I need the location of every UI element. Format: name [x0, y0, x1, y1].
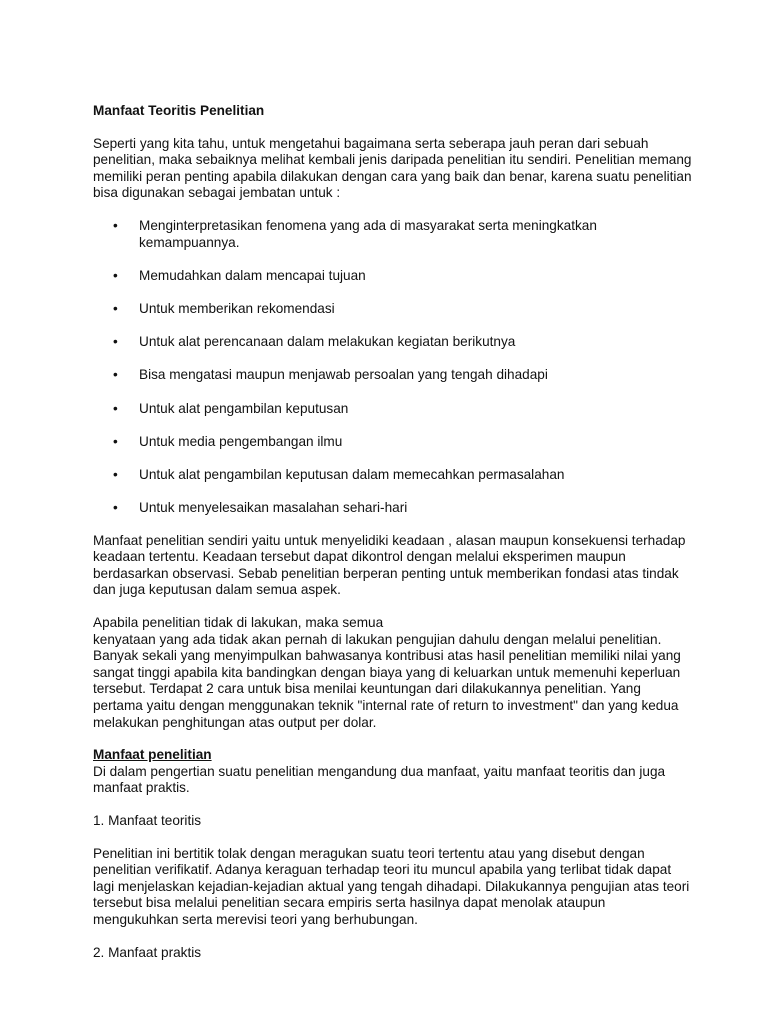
bullet-icon: •: [113, 267, 118, 283]
item-2-title: 2. Manfaat praktis: [93, 944, 202, 960]
list-item: [93, 467, 693, 484]
list-item-text: Untuk alat pengambilan keputusan dalam memecahkan permasalahan: [139, 466, 565, 482]
list-item-text: Untuk alat perencanaan dalam melakukan kegiatan berikutnya: [139, 334, 516, 350]
bullet-icon: •: [113, 433, 118, 449]
list-item-text: Untuk alat pengambilan keputusan: [139, 400, 349, 416]
list-item: [93, 334, 693, 351]
list-item-text: Menginterpretasikan fenomena yang ada di masyarakat serta meningkatkan kemampuannya.: [139, 217, 597, 250]
bullet-icon: •: [113, 367, 118, 383]
benefit-list: [93, 218, 693, 517]
list-item-text: Untuk media pengembangan ilmu: [139, 433, 343, 449]
list-item: [93, 218, 693, 251]
paragraph-apabila: [93, 615, 693, 731]
list-item-text: Bisa mengatasi maupun menjawab persoalan yang tengah dihadapi: [139, 367, 548, 383]
document-title: Manfaat Teoritis Penelitian: [93, 103, 265, 118]
paragraph-apabila-first-line: Apabila penelitian tidak di lakukan, maka semua: [93, 615, 384, 631]
item-1-title: 1. Manfaat teoritis: [93, 812, 202, 828]
list-item: [93, 500, 693, 517]
intro-paragraph: Seperti yang kita tahu, untuk mengetahui bagaimana serta seberapa jauh peran dari sebuah penelitian, maka sebaiknya melihat kembali jenis daripada penelitian itu sendiri. Penelitian memang memiliki peran penting apabila dilakukan dengan cara yang baik dan benar, karena suatu penelitian bisa digunakan sebagai jembatan untuk :: [93, 135, 692, 201]
paragraph-manfaat-penelitian: Manfaat penelitian sendiri yaitu untuk menyelidiki keadaan , alasan maupun konsekuensi terhadap keadaan tertentu. Keadaan tersebut dapat dikontrol dengan melalui eksperimen maupun berdasarkan observasi. Sebab penelitian berperan penting untuk memberikan fondasi atas tindak dan juga keputusan dalam semua aspek.: [93, 532, 686, 598]
list-item: [93, 268, 693, 285]
document-page: [93, 103, 693, 977]
paragraph-apabila-body: kenyataan yang ada tidak akan pernah di lakukan pengujian dahulu dengan melalui penelitian. Banyak sekali yang menyimpulkan bahwasanya kontribusi atas hasil penelitian memiliki nilai yang sangat tinggi apabila kita bandingkan dengan biaya yang di keluarkan untuk memenuhi keperluan tersebut. Terdapat 2 cara untuk bisa menilai keuntungan dari dilakukannya penelitian. Yang pertama yaitu dengan menggunakan teknik "internal rate of return to investment" dan yang kedua melakukan penghitungan atas output per dolar.: [93, 631, 681, 730]
bullet-icon: •: [113, 334, 118, 350]
bullet-icon: •: [113, 300, 118, 316]
section-intro-paragraph: Di dalam pengertian suatu penelitian mengandung dua manfaat, yaitu manfaat teoritis dan juga manfaat praktis.: [93, 763, 666, 796]
list-item: [93, 401, 693, 418]
bullet-icon: •: [113, 217, 118, 233]
list-item: [93, 301, 693, 318]
list-item: [93, 434, 693, 451]
bullet-icon: •: [113, 400, 118, 416]
section-heading: Manfaat penelitian: [93, 747, 212, 763]
list-item-text: Untuk menyelesaikan masalahan sehari-hari: [139, 500, 408, 516]
list-item-text: Untuk memberikan rekomendasi: [139, 300, 335, 316]
item-1-body: Penelitian ini bertitik tolak dengan meragukan suatu teori tertentu atau yang disebut dengan penelitian verifikatif. Adanya keraguan terhadap teori itu muncul apabila yang terlibat tidak dapat lagi menjelaskan kejadian-kejadian aktual yang tengah dihadapi. Dilakukannya pengujian atas teori tersebut bisa melalui penelitian secara empiris serta hasilnya dapat menolak ataupun mengukuhkan serta merevisi teori yang berhubungan.: [93, 845, 690, 927]
list-item-text: Memudahkan dalam mencapai tujuan: [139, 267, 366, 283]
list-item: [93, 367, 693, 384]
bullet-icon: •: [113, 466, 118, 482]
bullet-icon: •: [113, 500, 118, 516]
